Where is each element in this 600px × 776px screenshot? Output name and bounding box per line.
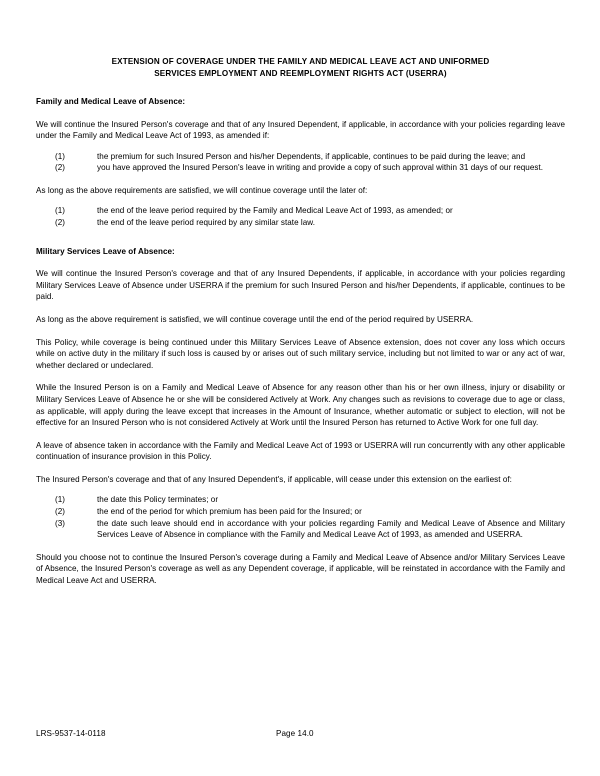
paragraph-family-intro: We will continue the Insured Person's coverage and that of any Insured Dependent, if applicable, in accordance with your policies regarding leave under the Family and Medical Leave Act of 1993, as amended if: — [36, 119, 565, 141]
list-item — [55, 151, 565, 163]
list-item-text: the end of the leave period required by the Family and Medical Leave Act of 1993, as amended; or — [97, 206, 453, 216]
list-family-conditions — [36, 151, 565, 174]
list-item — [55, 506, 565, 518]
page-number: Page 14.0 — [276, 729, 314, 738]
list-family-duration — [36, 205, 565, 228]
document-form-code: LRS-9537-14-0118 — [36, 729, 106, 738]
list-item — [55, 518, 565, 541]
heading-military-services-leave: Military Services Leave of Absence: — [36, 246, 175, 256]
page-title — [36, 0, 565, 79]
list-marker: (2) — [55, 163, 66, 173]
paragraph-military-exclusion: This Policy, while coverage is being continued under this Military Services Leave of Absence extension, does not cover any loss which occurs while on active duty in the military if such loss is caused by or arises out of such military service, including but not limited to war or any act of war, whether declared or undeclared. — [36, 337, 565, 370]
list-item-text: the premium for such Insured Person and his/her Dependents, if applicable, continues to be paid during the leave; and — [97, 151, 526, 161]
list-cease-conditions — [36, 494, 565, 540]
list-item-text: the date such leave should end in accordance with your policies regarding Family and Medical Leave of Absence and Military Services Leave of Absence in compliance with the Family and Medical Leave Act of 1993, as amended and USERRA. — [97, 518, 565, 540]
list-item — [55, 162, 565, 174]
paragraph-family-duration-intro: As long as the above requirements are satisfied, we will continue coverage until the later of: — [36, 185, 368, 195]
list-marker: (3) — [55, 518, 66, 528]
list-item — [55, 205, 565, 217]
list-item-text: the end of the period for which premium has been paid for the Insured; or — [97, 507, 362, 517]
list-marker: (2) — [55, 218, 66, 228]
page-title-line-1: EXTENSION OF COVERAGE UNDER THE FAMILY AND MEDICAL LEAVE ACT AND UNIFORMED — [111, 57, 490, 66]
list-item-text: the date this Policy terminates; or — [97, 495, 219, 505]
page-title-line-2: SERVICES EMPLOYMENT AND REEMPLOYMENT RIGHTS ACT (USERRA) — [154, 68, 447, 78]
document-body — [36, 0, 565, 587]
list-item-text: the end of the leave period required by any similar state law. — [97, 218, 316, 228]
list-item-text: you have approved the Insured Person's leave in writing and provide a copy of such approval within 31 days of our request. — [97, 163, 544, 173]
heading-family-medical-leave: Family and Medical Leave of Absence: — [36, 97, 186, 106]
paragraph-cease-intro: The Insured Person's coverage and that of any Insured Dependent's, if applicable, will cease under this extension on the earliest of: — [36, 474, 512, 484]
paragraph-military-intro: We will continue the Insured Person's coverage and that of any Insured Dependents, if applicable, in accordance with your policies regarding Military Services Leave of Absence under USERRA if the premium for such Insured Person and his/her Dependents, if applicable, continues to be paid. — [36, 269, 565, 302]
list-item — [55, 494, 565, 506]
list-marker: (1) — [55, 206, 66, 216]
list-marker: (1) — [55, 151, 66, 161]
paragraph-military-duration: As long as the above requirement is satisfied, we will continue coverage until the end of the period required by USERRA. — [36, 314, 474, 324]
paragraph-concurrent-leave: A leave of absence taken in accordance with the Family and Medical Leave Act of 1993 or USERRA will run concurrently with any other applicable continuation of insurance provision in this Policy. — [36, 440, 565, 462]
list-item — [55, 217, 565, 229]
paragraph-reinstatement: Should you choose not to continue the Insured Person's coverage during a Family and Medical Leave of Absence and/or Military Services Leave of Absence, the Insured Person's coverage as well as any Dependent coverage, if applicable, will be reinstated in accordance with the Family and Medical Leave Act and USERRA. — [36, 552, 565, 586]
list-marker: (1) — [55, 495, 66, 505]
paragraph-actively-at-work: While the Insured Person is on a Family and Medical Leave of Absence for any reason other than his or her own illness, injury or disability or Military Services Leave of Absence he or she will be considered Actively at Work. Any changes such as revisions to coverage due to age or class, as applicable, will apply during the leave except that increases in the Amount of Insurance, whether automatic or subject to election, will not be effective for an Insured Person who is not considered Actively at Work until the Insured Person has returned to Active Work for one full day. — [36, 383, 565, 428]
list-marker: (2) — [55, 507, 66, 517]
